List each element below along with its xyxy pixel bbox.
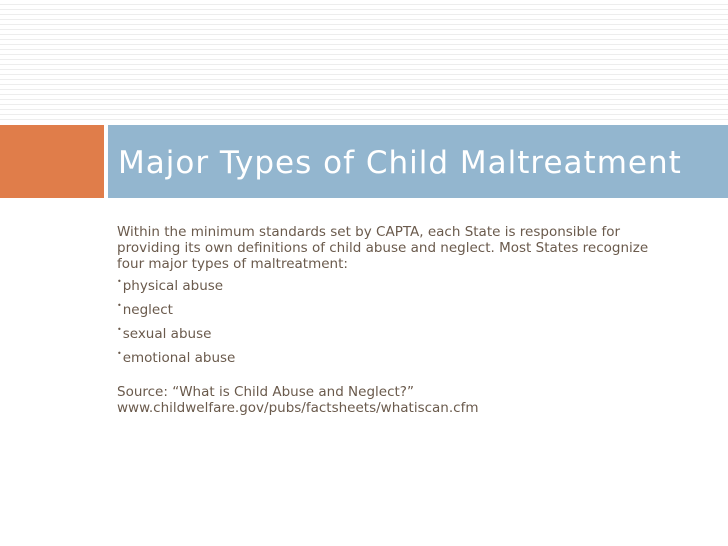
list-item <box>117 350 677 366</box>
source-title: Source: “What is Child Abuse and Neglect?” <box>117 384 414 400</box>
list-item <box>117 302 677 318</box>
bullet-icon: • <box>117 349 122 358</box>
slide-content <box>117 224 677 416</box>
bullet-icon: • <box>117 277 122 286</box>
source-url: www.childwelfare.gov/pubs/factsheets/whatiscan.cfm <box>117 400 479 416</box>
bullet-text: sexual abuse <box>122 326 212 342</box>
bullet-text: neglect <box>122 302 173 318</box>
bullet-icon: • <box>117 325 122 334</box>
bullet-text: emotional abuse <box>122 350 236 366</box>
list-item <box>117 326 677 342</box>
bullet-icon: • <box>117 301 122 310</box>
intro-paragraph: Within the minimum standards set by CAPTA, each State is responsible for providing its own definitions of child abuse and neglect. Most States recognize four major types of maltreatment: <box>117 224 649 272</box>
accent-bar <box>0 125 104 198</box>
source-citation <box>117 384 677 416</box>
bullet-list <box>117 278 677 366</box>
slide-title: Major Types of Child Maltreatment <box>118 145 682 181</box>
list-item <box>117 278 677 294</box>
header-stripes <box>0 0 728 122</box>
bullet-text: physical abuse <box>122 278 224 294</box>
